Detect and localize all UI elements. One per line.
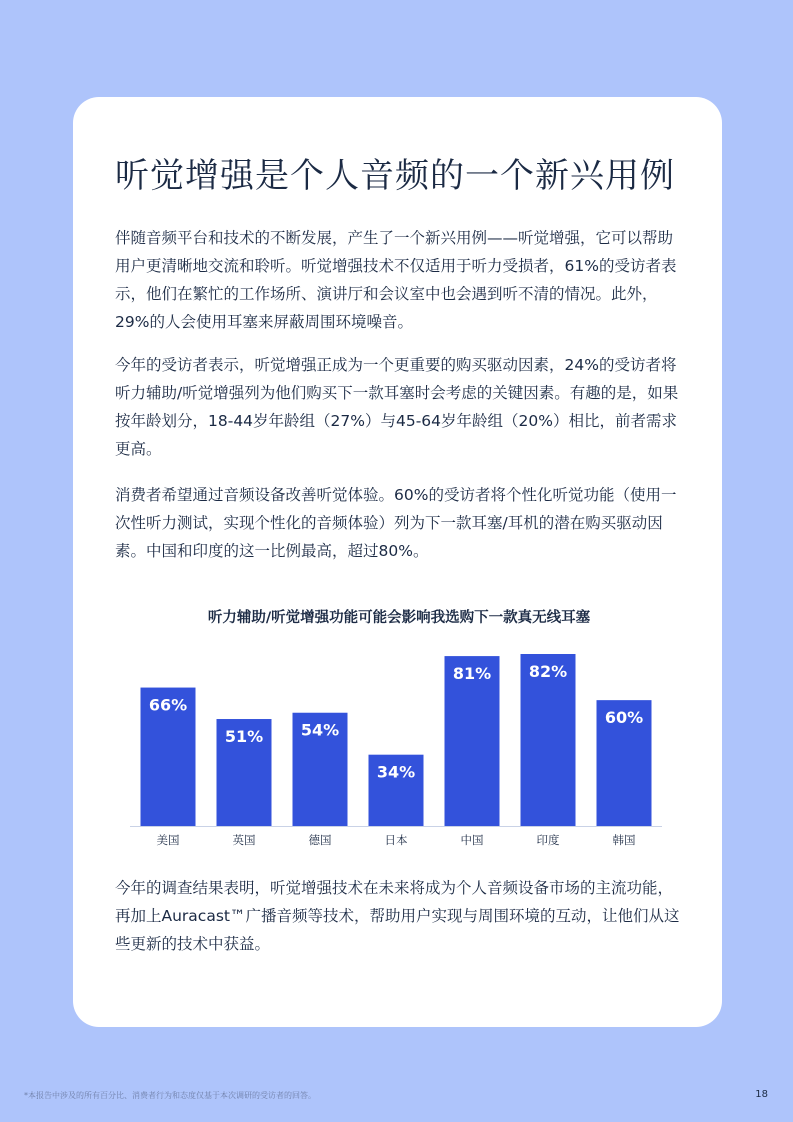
paragraph-4: 今年的调查结果表明，听觉增强技术在未来将成为个人音频设备市场的主流功能，再加上Auracast™广播音频等技术，帮助用户实现与周围环境的互动，让他们从这些更新的技术中获益。 [115, 879, 680, 953]
data-label: 60% [604, 708, 644, 728]
data-label: 81% [452, 664, 492, 684]
x-tick-label: 日本 [384, 833, 408, 847]
data-label: 54% [300, 720, 340, 740]
x-tick-label: 英国 [232, 833, 256, 847]
paragraph-1: 伴随音频平台和技术的不断发展，产生了一个新兴用例——听觉增强，它可以帮助用户更清晰地交流和聆听。听觉增强技术不仅适用于听力受损者，61%的受访者表示，他们在繁忙的工作场所、演讲厅和会议室中也会遇到听不清的情况。此外，29%的人会使用耳塞来屏蔽周围环境噪音。 [115, 229, 677, 331]
data-label: 66% [148, 695, 188, 715]
x-tick-label: 韩国 [612, 833, 636, 847]
data-label: 34% [376, 762, 416, 782]
x-tick-label: 德国 [308, 833, 332, 847]
x-tick-label: 印度 [536, 833, 560, 847]
footnote: *本报告中涉及的所有百分比、消费者行为和态度仅基于本次调研的受访者的回答。 [24, 1091, 316, 1100]
page-number: 18 [755, 1089, 768, 1100]
paragraph-2: 今年的受访者表示，听觉增强正成为一个更重要的购买驱动因素，24%的受访者将听力辅助/听觉增强列为他们购买下一款耳塞时会考虑的关键因素。有趣的是，如果按年龄划分，18-44岁年龄组（27%）与45-64岁年龄组（20%）相比，前者需求更高。 [115, 356, 679, 458]
data-label: 51% [224, 727, 264, 747]
page-title: 听觉增强是个人音频的一个新兴用例 [115, 156, 675, 196]
x-tick-label: 美国 [156, 833, 180, 847]
chart-title: 听力辅助/听觉增强功能可能会影响我选购下一款真无线耳塞 [207, 610, 591, 626]
paragraph-3: 消费者希望通过音频设备改善听觉体验。60%的受访者将个性化听觉功能（使用一次性听力测试，实现个性化的音频体验）列为下一款耳塞/耳机的潜在购买驱动因素。中国和印度的这一比例最高，超过80%。 [115, 486, 677, 560]
x-tick-label: 中国 [460, 833, 484, 847]
data-label: 82% [528, 662, 568, 681]
